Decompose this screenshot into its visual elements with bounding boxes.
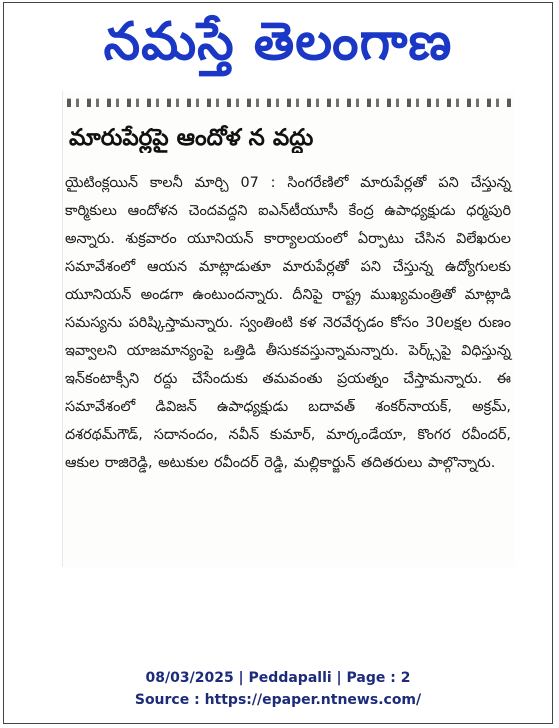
article-body: యైటింక్లయిన్ కాలనీ మార్చి 07 : సింగరేణిలో మారుపేర్లతో పని చేస్తున్న కార్మికులు ఆందోళన చెందవద్దని ఐఎన్‌టీయూసీ కేంద్ర ఉపాధ్యక్షుడు ధర్మపురి అన్నారు. శుక్రవారం యూనియన్ కార్యాలయంలో ఏర్పాటు చేసిన విలేఖరుల సమావేశంలో ఆయన మాట్లాడుతూ మారుపేర్లతో పని చేస్తున్న ఉద్యోగులకు యూనియన్ అండగా ఉంటుందన్నారు. దీనిపై రాష్ట్ర ముఖ్యమంత్రితో మాట్లాడి సమస్యను పరిష్కిస్తామన్నారు. స్వంతింటి కళ నెరవేర్చడం కోసం 30లక్షల రుణం ఇవ్వాలని యాజమాన్యంపై ఒత్తిడి తీసుకవస్తున్నామన్నారు. పెర్క్స్‌పై విధిస్తున్న ఇన్‌కంటాక్సీని రద్దు చేసేందుకు తమవంతు ప్రయత్నం చేస్తామన్నారు. ఈ సమావేశంలో డివిజన్ ఉపాధ్యక్షుడు బదావత్ శంకర్‌నాయక్, అక్రమ్, దశరథమ్‌గౌడ్, సదానందం, నవీన్ కుమార్, మార్కండేయా, కొంగర రవీందర్, ఆకుల రాజిరెడ్డి, అటుకుల రవీందర్ రెడ్డి, మల్లికార్జున్ తదితరులు పాల్గొన్నారు. (65, 175, 511, 471)
article-clipping (62, 91, 515, 567)
footer-edition-info: 08/03/2025 | Peddapalli | Page : 2 (145, 670, 411, 686)
footer (4, 667, 552, 711)
clipping-cut-edge (67, 95, 511, 107)
page-frame (3, 2, 553, 724)
newspaper-masthead: నమస్తే తెలంగాణ (103, 12, 453, 72)
footer-source-link[interactable]: Source : https://epaper.ntnews.com/ (134, 692, 422, 708)
article-headline: మారుపేర్లపై ఆందోళ న వద్దు (69, 125, 314, 151)
